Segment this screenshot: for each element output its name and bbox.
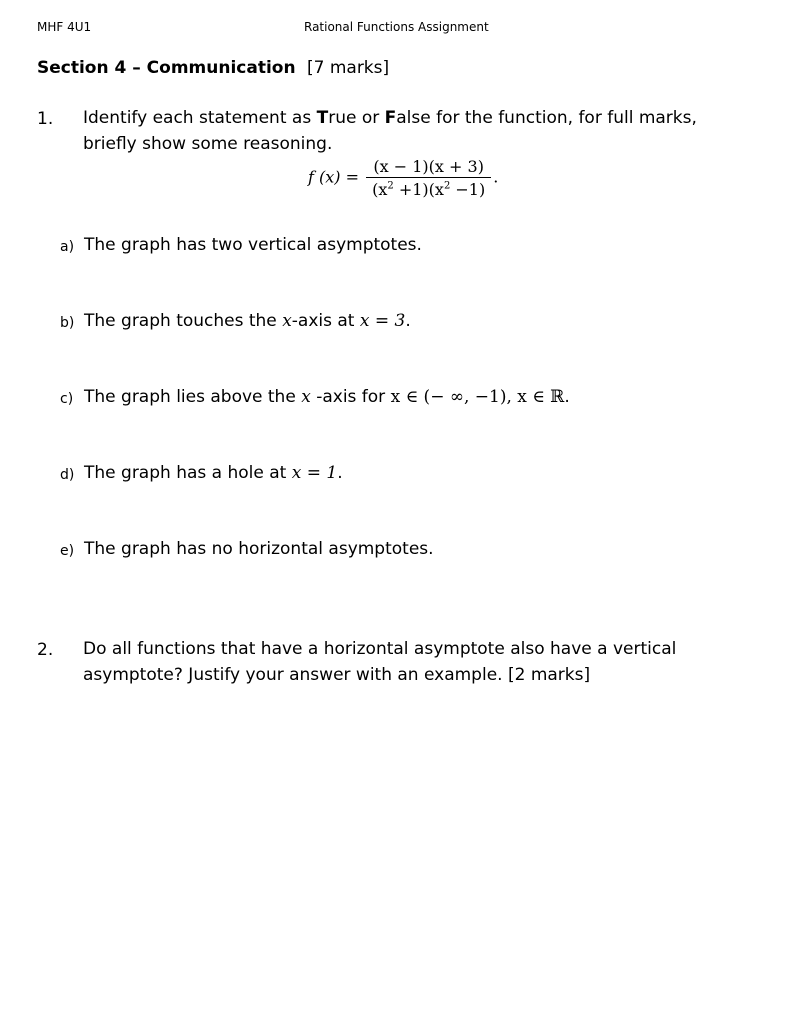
question-2-text: Do all functions that have a horizontal asymptote also have a vertical asymptote? Justify your answer with an example. [2 marks] — [83, 639, 677, 685]
formula-period: . — [493, 167, 499, 187]
exponent: 2 — [387, 180, 394, 192]
stmt-text: The graph has a hole at — [84, 463, 292, 483]
stmt-text: -axis at — [291, 311, 360, 331]
formula-lhs: f (x) = — [308, 167, 360, 187]
den-part: −1) — [450, 180, 486, 199]
section-marks: [7 marks] — [306, 58, 390, 78]
formula-numerator: (x − 1)(x + 3) — [366, 157, 491, 178]
math-var: x — [282, 311, 292, 331]
part-d-label: d) — [60, 467, 75, 483]
exponent: 2 — [443, 180, 451, 192]
part-a-label: a) — [60, 239, 75, 255]
q1-text-part: rue or — [328, 108, 385, 128]
part-b-statement — [84, 311, 411, 331]
section-heading — [37, 58, 389, 78]
part-a-statement: The graph has two vertical asymptotes. — [84, 235, 422, 255]
stmt-text: -axis for — [310, 387, 391, 407]
document-title: Rational Functions Assignment — [304, 20, 489, 34]
question-1-number: 1. — [37, 109, 54, 129]
den-part: (x — [372, 180, 388, 199]
stmt-text: . — [405, 311, 411, 331]
formula-denominator — [366, 178, 491, 199]
math-expr: x = 1 — [291, 463, 338, 483]
stmt-text: . — [337, 463, 343, 483]
part-b-label: b) — [60, 315, 75, 331]
formula-fraction — [366, 157, 491, 199]
function-formula — [308, 157, 498, 199]
math-expr: x ∈ (− ∞, −1), x ∈ ℝ — [390, 387, 565, 407]
stmt-text: The graph touches the — [84, 311, 283, 331]
stmt-text: . — [564, 387, 570, 407]
part-d-statement — [84, 463, 343, 483]
section-title: Section 4 – Communication — [37, 58, 296, 78]
math-var: x — [301, 387, 311, 407]
true-initial: T — [316, 108, 329, 128]
q1-text-part: Identify each statement as — [83, 108, 317, 128]
question-2-number: 2. — [37, 640, 54, 660]
q1-text-part: alse for the function, for full marks, briefly show some reasoning. — [83, 108, 697, 154]
stmt-text: The graph lies above the — [84, 387, 302, 407]
part-e-statement: The graph has no horizontal asymptotes. — [84, 539, 434, 559]
math-expr: x = 3 — [359, 311, 406, 331]
part-c-statement — [84, 387, 570, 407]
false-initial: F — [384, 108, 397, 128]
question-1-text — [83, 105, 733, 157]
part-e-label: e) — [60, 543, 75, 559]
course-code: MHF 4U1 — [37, 20, 92, 34]
den-part: +1)(x — [393, 180, 444, 199]
part-c-label: c) — [60, 391, 74, 407]
